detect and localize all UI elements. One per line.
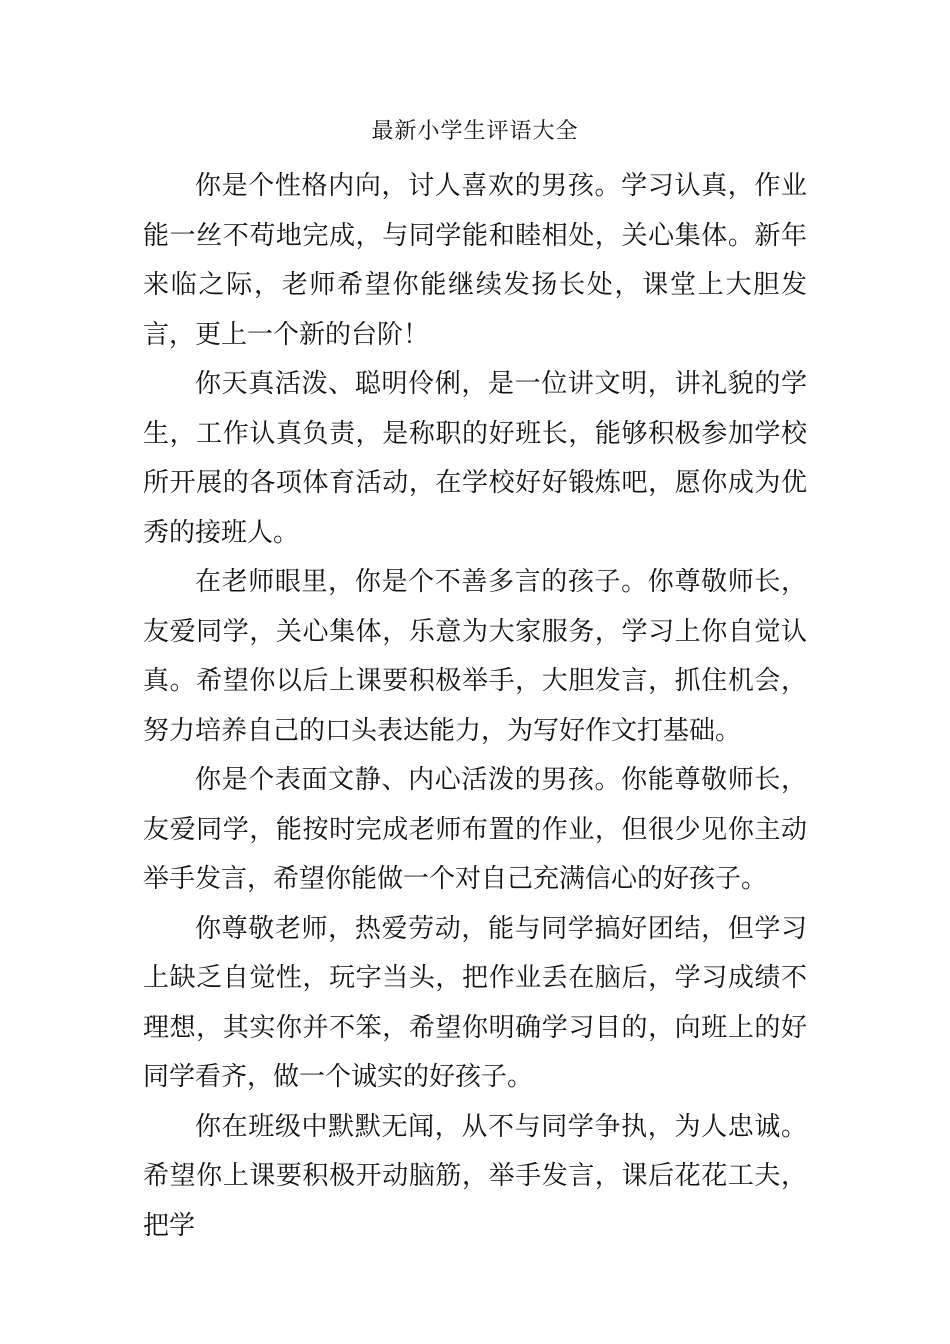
comment-paragraph-5: 你尊敬老师，热爱劳动，能与同学搞好团结，但学习上缺乏自觉性，玩字当头，把作业丢在脑后，学习成绩不理想，其实你并不笨，希望你明确学习目的，向班上的好同学看齐，做一个诚实的好孩子。 [143,913,807,1092]
comment-paragraph-4: 你是个表面文静、内心活泼的男孩。你能尊敬师长，友爱同学，能按时完成老师布置的作业，但很少见你主动举手发言，希望你能做一个对自己充满信心的好孩子。 [143,765,807,894]
comment-paragraph-3: 在老师眼里，你是个不善多言的孩子。你尊敬师长，友爱同学，关心集体，乐意为大家服务，学习上你自觉认真。希望你以后上课要积极举手，大胆发言，抓住机会，努力培养自己的口头表达能力，为写好作文打基础。 [143,567,807,746]
document-title: 最新小学生评语大全 [371,119,579,144]
comment-paragraph-6: 你在班级中默默无闻，从不与同学争执，为人忠诚。希望你上课要积极开动脑筋，举手发言，课后花花工夫，把学 [143,1111,807,1241]
comment-paragraph-2: 你天真活泼、聪明伶俐，是一位讲文明，讲礼貌的学生，工作认真负责，是称职的好班长，能够积极参加学校所开展的各项体育活动，在学校好好锻炼吧，愿你成为优秀的接班人。 [143,369,807,548]
document-body [143,162,807,1251]
comment-paragraph-1: 你是个性格内向，讨人喜欢的男孩。学习认真，作业能一丝不苟地完成，与同学能和睦相处，关心集体。新年来临之际，老师希望你能继续发扬长处，课堂上大胆发言，更上一个新的台阶！ [143,171,807,350]
